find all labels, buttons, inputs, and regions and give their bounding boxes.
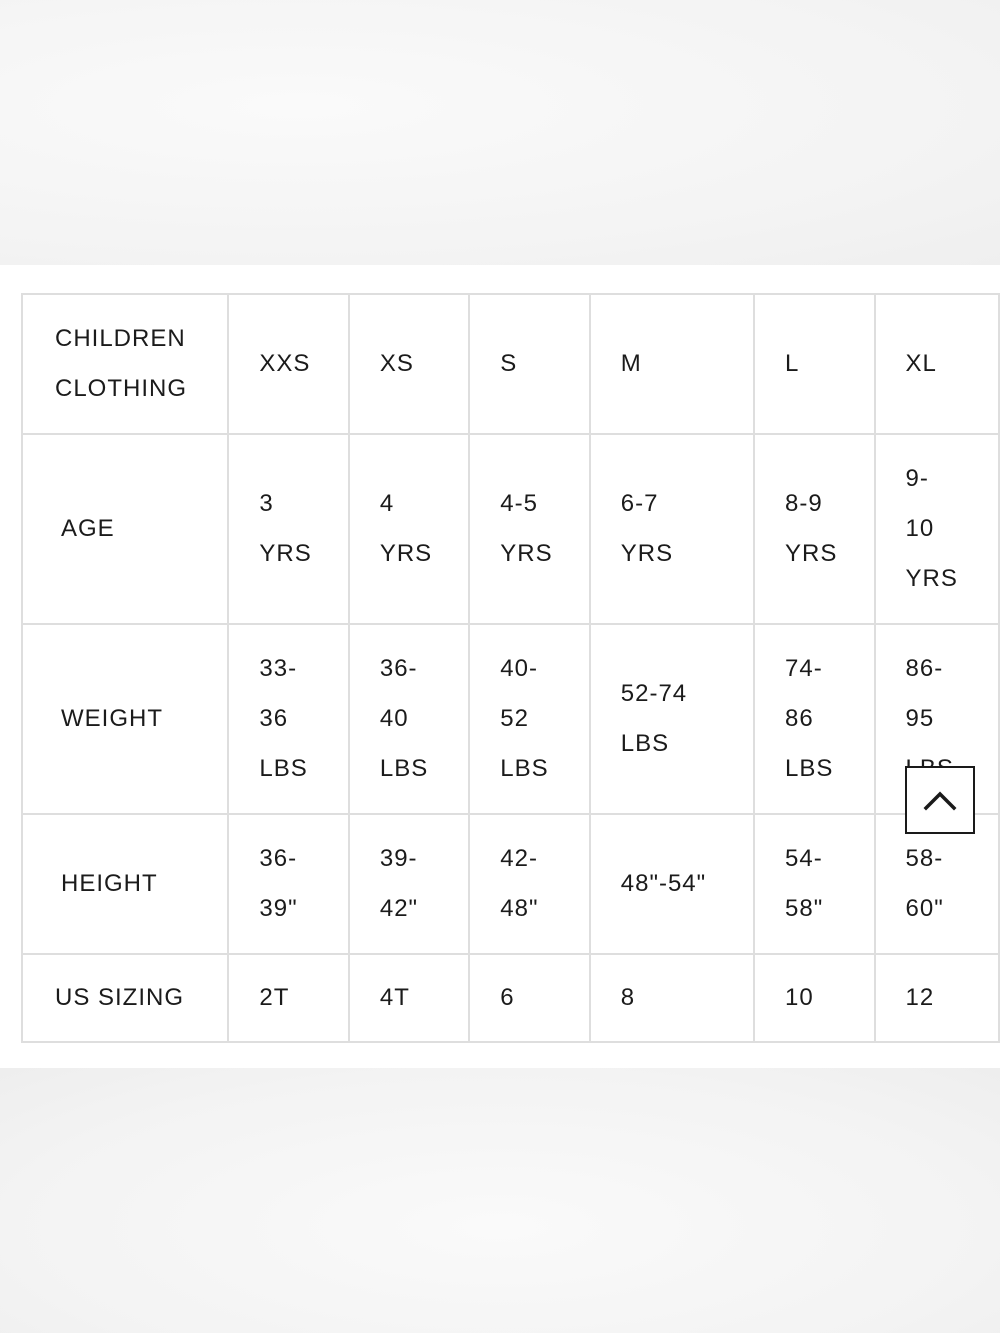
table-cell — [228, 814, 348, 954]
cell-line: 48"-54" — [620, 870, 707, 897]
table-cell — [875, 954, 1000, 1042]
cell-line: YRS — [259, 540, 312, 567]
cell-line: LBS — [500, 755, 549, 782]
cell-line: LBS — [259, 755, 308, 782]
cell-line: 86- — [905, 655, 944, 682]
cell-line: 60" — [905, 895, 944, 922]
cell-line: 4-5 — [500, 490, 538, 517]
cell-line: 36- — [379, 655, 418, 682]
table-cell — [469, 434, 589, 624]
corner-label-line: CHILDREN — [55, 325, 186, 352]
cell-line: 58" — [785, 895, 824, 922]
cell-line: 52 — [500, 705, 529, 732]
size-header-label: S — [500, 350, 518, 377]
cell-line: LBS — [379, 755, 429, 782]
table-cell — [469, 624, 589, 814]
cell-line: 2T — [259, 984, 290, 1011]
table-cell — [875, 814, 1000, 954]
cell-line: 36 — [259, 705, 289, 732]
cell-line: 4 — [379, 490, 395, 517]
table-cell — [875, 434, 1000, 624]
us-sizing-row — [22, 954, 999, 1042]
table-cell — [228, 624, 348, 814]
row-label-cell — [22, 814, 228, 954]
page-backdrop-top — [0, 0, 1000, 265]
cell-line: 95 — [905, 705, 935, 732]
row-label: HEIGHT — [61, 870, 158, 897]
cell-line: 39" — [259, 895, 298, 922]
cell-line: 4T — [379, 984, 410, 1011]
age-row — [22, 434, 999, 624]
cell-line: 10 — [785, 984, 814, 1011]
chevron-up-icon — [923, 789, 957, 811]
height-row — [22, 814, 999, 954]
size-header-s — [469, 294, 589, 434]
table-cell — [469, 954, 589, 1042]
cell-line: 9- — [905, 465, 929, 492]
table-cell — [590, 434, 754, 624]
cell-line: 3 — [259, 490, 274, 517]
cell-line: 10 — [905, 515, 935, 542]
cell-line: 52-74 — [620, 680, 688, 707]
table-cell — [349, 434, 469, 624]
cell-line: 54- — [785, 845, 823, 872]
table-cell — [754, 954, 874, 1042]
size-header-xxs — [228, 294, 348, 434]
cell-line: 40 — [379, 705, 409, 732]
cell-line: YRS — [500, 540, 553, 567]
table-cell — [754, 814, 874, 954]
page-backdrop-bottom — [0, 1068, 1000, 1333]
cell-line: 86 — [785, 705, 814, 732]
cell-line: YRS — [905, 565, 958, 592]
table-cell — [349, 624, 469, 814]
weight-row — [22, 624, 999, 814]
cell-line: 58- — [905, 845, 944, 872]
row-label: WEIGHT — [61, 705, 163, 732]
row-label-cell — [22, 624, 228, 814]
cell-line: 48" — [500, 895, 539, 922]
row-label: AGE — [61, 515, 115, 542]
table-cell — [349, 954, 469, 1042]
cell-line: 12 — [905, 984, 935, 1011]
cell-line: 6 — [500, 984, 515, 1011]
table-cell — [469, 814, 589, 954]
cell-line: 6-7 — [620, 490, 659, 517]
size-header-xs — [349, 294, 469, 434]
corner-label-line: CLOTHING — [55, 375, 188, 402]
cell-line: 42- — [500, 845, 538, 872]
table-cell — [590, 624, 754, 814]
table-cell — [754, 434, 874, 624]
cell-line: 8-9 — [785, 490, 823, 517]
table-cell — [349, 814, 469, 954]
size-header-xl — [875, 294, 1000, 434]
cell-line: 33- — [259, 655, 298, 682]
row-label-cell — [22, 434, 228, 624]
row-label-cell — [22, 954, 228, 1042]
cell-line: 36- — [259, 845, 298, 872]
cell-line: 74- — [785, 655, 823, 682]
size-header-row — [22, 294, 999, 434]
cell-line: 8 — [620, 984, 636, 1011]
table-cell — [590, 814, 754, 954]
cell-line: LBS — [785, 755, 834, 782]
cell-line: YRS — [785, 540, 838, 567]
cell-line: 42" — [379, 895, 419, 922]
cell-line: LBS — [620, 730, 670, 757]
table-corner-cell — [22, 294, 228, 434]
size-header-label: M — [620, 350, 642, 377]
size-header-m — [590, 294, 754, 434]
scroll-to-top-button[interactable] — [905, 766, 975, 834]
size-header-l — [754, 294, 874, 434]
table-cell — [754, 624, 874, 814]
row-label: US SIZING — [55, 984, 185, 1011]
cell-line: 40- — [500, 655, 538, 682]
size-chart-table — [21, 293, 1000, 1043]
table-cell — [590, 954, 754, 1042]
cell-line: 39- — [379, 845, 418, 872]
table-cell — [228, 954, 348, 1042]
size-header-label: L — [785, 350, 800, 377]
cell-line: YRS — [379, 540, 433, 567]
cell-line: YRS — [620, 540, 674, 567]
size-header-label: XS — [379, 350, 414, 377]
table-cell — [228, 434, 348, 624]
size-header-label: XL — [905, 350, 937, 377]
size-header-label: XXS — [259, 350, 311, 377]
